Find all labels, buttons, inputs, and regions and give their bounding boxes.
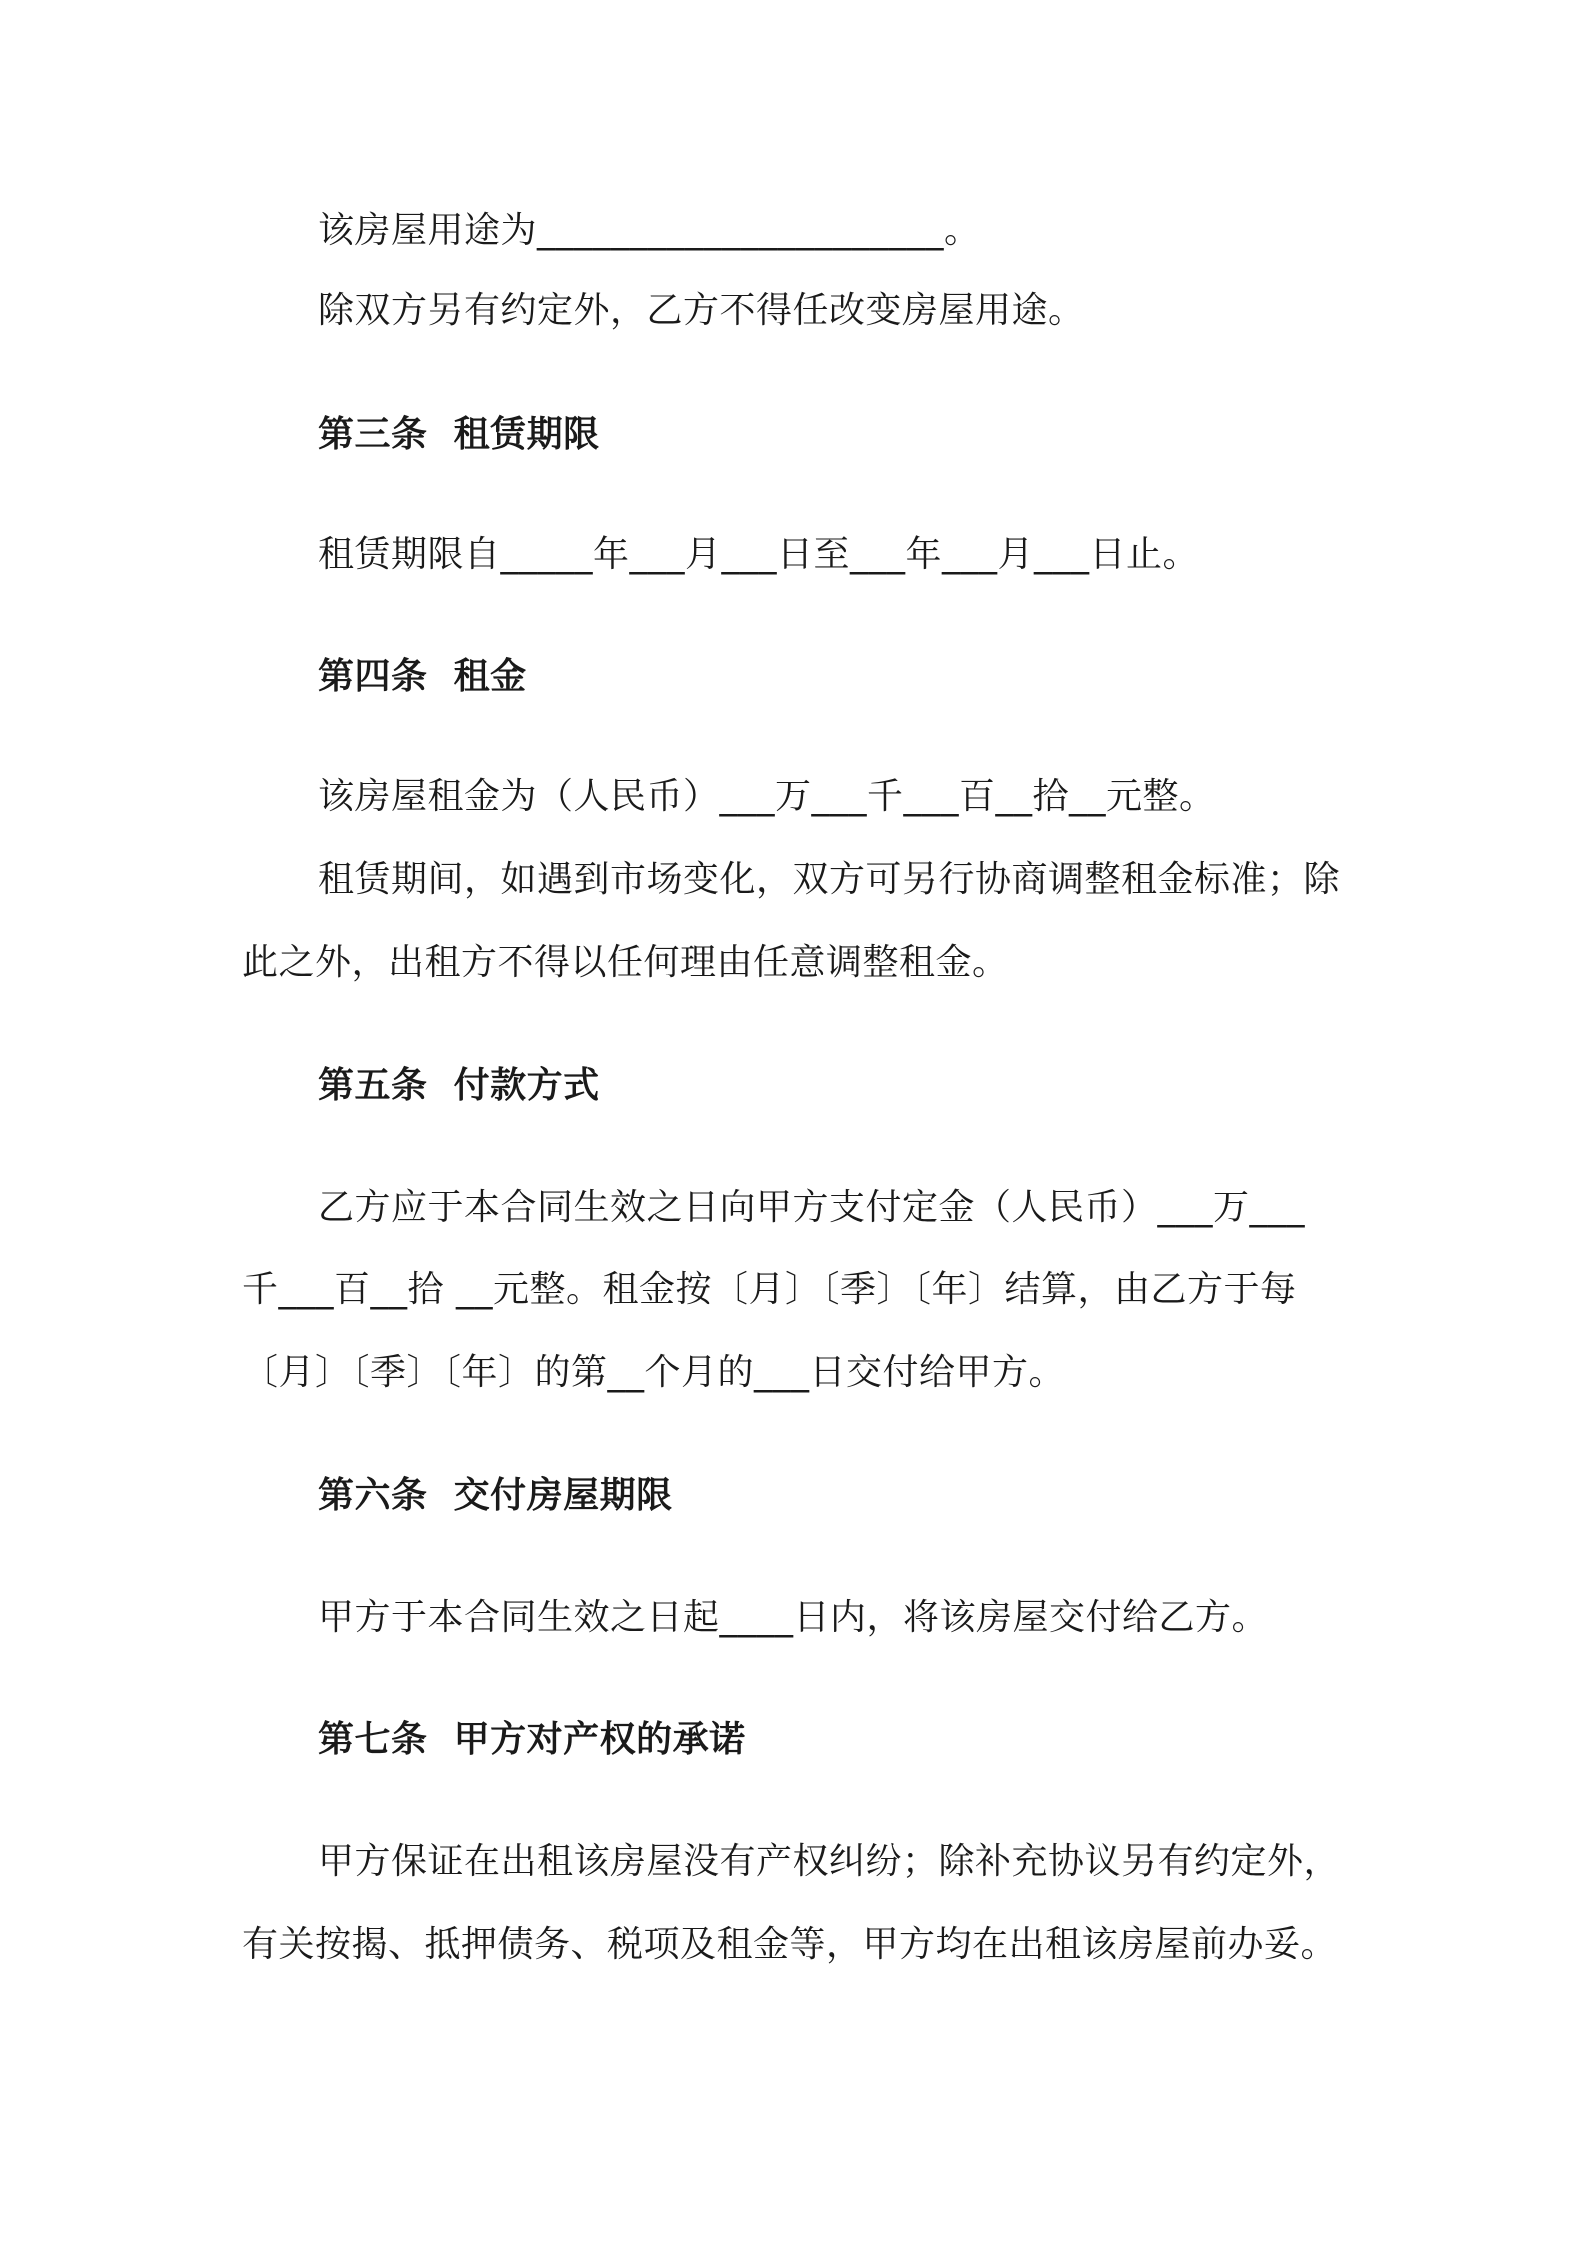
rent-adjust-line-1: 租赁期间，如遇到市场变化，双方可另行协商调整租金标准；除: [318, 859, 1341, 900]
title-commitment-line-2: 有关按揭、抵押债务、税项及租金等，甲方均在出租该房屋前办妥。: [242, 1924, 1338, 1965]
lease-term-line: 租赁期限自_____年___月___日至___年___月___日止。: [318, 534, 1200, 575]
usage-restriction-line: 除双方另有约定外，乙方不得任改变房屋用途。: [318, 290, 1085, 331]
payment-line-2: 千___百__拾 __元整。租金按〔月〕〔季〕〔年〕结算，由乙方于每: [242, 1269, 1297, 1310]
delivery-line: 甲方于本合同生效之日起____日内，将该房屋交付给乙方。: [318, 1597, 1269, 1638]
rent-amount-line: 该房屋租金为（人民币）___万___千___百__拾__元整。: [318, 776, 1216, 817]
usage-line: 该房屋用途为______________________。: [318, 210, 981, 251]
article-4-heading: 第四条 租金: [318, 656, 527, 697]
article-6-heading: 第六条 交付房屋期限: [318, 1475, 673, 1516]
article-3-heading: 第三条 租赁期限: [318, 414, 600, 455]
payment-line-3: 〔月〕〔季〕〔年〕的第__个月的___日交付给甲方。: [242, 1352, 1066, 1393]
payment-line-1: 乙方应于本合同生效之日向甲方支付定金（人民币）___万___: [318, 1187, 1306, 1228]
article-5-heading: 第五条 付款方式: [318, 1065, 600, 1106]
rent-adjust-line-2: 此之外，出租方不得以任何理由任意调整租金。: [242, 942, 1009, 983]
title-commitment-line-1: 甲方保证在出租该房屋没有产权纠纷；除补充协议另有约定外，: [318, 1841, 1341, 1882]
article-7-heading: 第七条 甲方对产权的承诺: [318, 1719, 746, 1760]
